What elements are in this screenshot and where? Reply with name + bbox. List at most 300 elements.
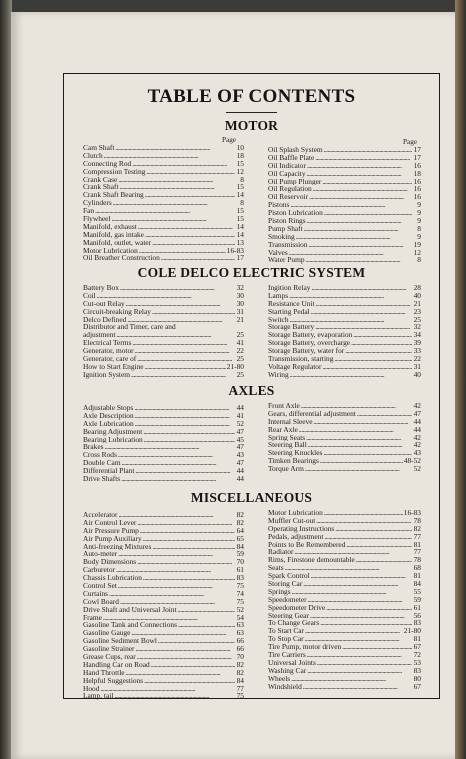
toc-entry: [268, 643, 421, 651]
toc-entry-label: Carburetor: [83, 566, 116, 575]
toc-entry-page: 33: [413, 347, 421, 356]
toc-entry-label: Oil Splash System: [268, 146, 323, 154]
toc-entry: [83, 223, 244, 231]
toc-entry: [83, 677, 244, 685]
toc-entry-label: Drive Shafts: [83, 475, 121, 483]
toc-entry-page: 18: [413, 169, 421, 178]
toc-entry: [83, 443, 244, 451]
toc-entry-label: Double Cam: [83, 459, 121, 468]
leader-dots: [177, 323, 235, 331]
toc-entry: [83, 527, 244, 535]
toc-entry-label: Timken Bearings: [268, 457, 319, 466]
leader-dots: [143, 535, 235, 543]
toc-entry-label: Cut-out Relay: [83, 299, 125, 308]
toc-entry-page: 54: [236, 613, 244, 622]
leader-dots: [320, 457, 403, 465]
toc-entry-label: Piston Lubrication: [268, 209, 323, 218]
toc-entry-label: Chassis Lubrication: [83, 574, 142, 583]
toc-entry: [83, 535, 244, 543]
toc-entry-label: Voltage Regulator: [268, 362, 322, 371]
toc-entry-label: Windshield: [268, 682, 302, 691]
toc-entry-page: 40: [413, 291, 421, 300]
toc-entry-label: Ingition Relay: [268, 284, 311, 292]
toc-entry-label: Rear Axle: [268, 425, 298, 434]
section-heading-miscellaneous: MISCELLANEOUS: [190, 490, 313, 505]
toc-entry-page: 16: [413, 185, 421, 194]
leader-dots: [303, 580, 412, 588]
leader-dots: [135, 412, 235, 420]
leader-dots: [305, 635, 412, 643]
leader-dots: [304, 225, 412, 233]
misc-right-column: [268, 509, 421, 690]
axles-right-column: [268, 402, 421, 473]
toc-entry-page: 52: [236, 419, 244, 428]
toc-entry-label: To Start Car: [268, 627, 305, 636]
toc-entry: [83, 363, 244, 371]
toc-entry: [268, 402, 421, 410]
toc-entry-label: Circuit-breaking Relay: [83, 307, 151, 316]
toc-entry-page: 81: [413, 572, 421, 581]
toc-entry: [83, 511, 244, 519]
toc-entry: [268, 308, 421, 316]
toc-entry-label: Cross Rods: [83, 451, 117, 460]
toc-entry-label: Oil Indicator: [268, 161, 306, 170]
toc-entry: [268, 284, 421, 292]
leader-dots: [309, 193, 412, 201]
toc-entry-label: Crank Shaft: [83, 183, 119, 192]
toc-entry: [268, 556, 421, 564]
toc-entry-page: 75: [236, 582, 244, 590]
toc-entry-page: 28: [413, 284, 421, 292]
toc-entry: [83, 692, 244, 700]
toc-entry-label: Steering Ball: [268, 441, 307, 450]
toc-entry-label: Oil Regulation: [268, 185, 312, 194]
toc-entry: [83, 459, 244, 467]
toc-entry: [83, 606, 244, 614]
leader-dots: [313, 185, 412, 193]
toc-entry-label: Transmission: [268, 240, 308, 249]
toc-entry: [83, 191, 244, 199]
leader-dots: [120, 183, 235, 191]
toc-entry-page: 44: [236, 475, 244, 483]
toc-entry-page: 84: [413, 580, 421, 588]
leader-dots: [145, 231, 235, 239]
toc-entry: [268, 162, 421, 170]
leader-dots: [116, 331, 235, 339]
leader-dots: [307, 651, 412, 659]
leader-dots: [309, 241, 412, 249]
toc-entry-label: Flywheel: [83, 215, 111, 223]
toc-entry-page: 12: [236, 167, 244, 176]
toc-entry-page: 83: [413, 666, 421, 675]
toc-entry-page: 82: [236, 511, 244, 519]
toc-entry: [83, 347, 244, 355]
toc-entry-label: Compression Testing: [83, 167, 146, 176]
toc-entry-label: Generator, motor: [83, 347, 134, 356]
toc-entry-label: Gasoline Gauge: [83, 629, 131, 638]
toc-entry: [83, 614, 244, 622]
toc-entry: [83, 558, 244, 566]
leader-dots: [314, 418, 412, 426]
leader-dots: [118, 511, 235, 519]
leader-dots: [306, 434, 412, 442]
leader-dots: [299, 426, 412, 434]
toc-entry-label: Differential Plant: [83, 467, 135, 476]
leader-dots: [290, 201, 412, 209]
toc-entry-page: 15: [236, 207, 244, 216]
leader-dots: [357, 410, 412, 418]
toc-entry: [83, 550, 244, 558]
leader-dots: [161, 254, 235, 262]
toc-entry-label: Lamps: [268, 291, 289, 300]
toc-entry: [268, 193, 421, 201]
leader-dots: [353, 331, 412, 339]
toc-entry: [268, 170, 421, 178]
leader-dots: [152, 308, 235, 316]
toc-entry-page: 43: [236, 451, 244, 460]
leader-dots: [307, 162, 412, 170]
toc-entry: [268, 596, 421, 604]
toc-entry: [268, 612, 421, 620]
leader-dots: [303, 683, 412, 691]
toc-entry: [83, 183, 244, 191]
toc-entry-label: Drive Shaft and Universal Joint: [83, 605, 177, 614]
toc-entry: [268, 371, 421, 379]
toc-entry-label: Wheels: [268, 674, 291, 683]
section-heading-electric: COLE DELCO ELECTRIC SYSTEM: [137, 265, 366, 280]
toc-entry-label: Distributor and Timer, care and: [83, 323, 176, 332]
leader-dots: [315, 323, 412, 331]
toc-entry-page: 40: [413, 370, 421, 379]
toc-entry-label: Storage Battery: [268, 323, 315, 332]
toc-entry-page: 16-83: [226, 246, 244, 255]
toc-entry: [83, 566, 244, 574]
toc-entry-label: Battery Box: [83, 284, 119, 292]
toc-entry-page: 21-80: [403, 627, 421, 636]
leader-dots: [143, 428, 235, 436]
toc-entry: [268, 635, 421, 643]
toc-entry-page: 30: [236, 291, 244, 300]
leader-dots: [105, 443, 235, 451]
leader-dots: [323, 449, 412, 457]
toc-entry: [268, 675, 421, 683]
leader-dots: [289, 249, 412, 257]
leader-dots: [324, 209, 412, 217]
toc-entry-label: Gasoline Sediment Bowl: [83, 637, 157, 646]
toc-entry-label: Air Pump Auxiliary: [83, 534, 142, 543]
toc-entry: [268, 457, 421, 465]
toc-entry: [268, 580, 421, 588]
toc-entry-page: 45: [236, 435, 244, 444]
toc-entry-label: Storage Battery, evaporation: [268, 331, 353, 340]
toc-entry-page: 75: [236, 692, 244, 701]
toc-entry-page: 16: [413, 193, 421, 202]
leader-dots: [334, 355, 412, 363]
toc-entry-page: 25: [236, 355, 244, 363]
leader-dots: [335, 525, 412, 533]
toc-entry-page: 8: [240, 175, 244, 184]
toc-entry: [83, 239, 244, 247]
toc-entry-page: 21: [413, 299, 421, 308]
leader-dots: [316, 300, 412, 308]
toc-entry-page: 8: [417, 224, 421, 233]
toc-entry-label: Lamp, tail: [83, 692, 114, 701]
toc-entry: [268, 572, 421, 580]
toc-entry-page: 82: [413, 524, 421, 533]
toc-entry-label: Motor Lubrication: [83, 246, 138, 255]
toc-entry-label: Radiator: [268, 548, 294, 557]
toc-entry-page: 42: [413, 433, 421, 442]
toc-entry-label: Oil Capacity: [268, 169, 306, 178]
toc-entry-page: 44: [413, 417, 421, 426]
toc-entry-page: 44: [413, 425, 421, 434]
misc-left-column: [83, 511, 244, 700]
toc-entry: [268, 217, 421, 225]
page-column-label-left: Page: [222, 136, 236, 144]
toc-entry: [83, 629, 244, 637]
toc-entry-page: 34: [413, 331, 421, 340]
toc-entry: [268, 185, 421, 193]
toc-entry-label: Brakes: [83, 443, 104, 452]
toc-entry: [268, 292, 421, 300]
toc-entry-page: 22: [236, 347, 244, 356]
toc-entry-label: Speedometer: [268, 595, 307, 604]
toc-entry-page: 81: [413, 540, 421, 549]
toc-entry-page: 9: [417, 209, 421, 218]
toc-entry-label: Axle Description: [83, 411, 134, 420]
toc-entry-label: Switch: [268, 315, 289, 324]
toc-entry-label: Internal Sleeve: [268, 417, 313, 426]
leader-dots: [308, 441, 412, 449]
toc-entry-page: 82: [236, 668, 244, 677]
leader-dots: [342, 643, 412, 651]
toc-entry: [83, 160, 244, 168]
toc-entry-label: To Stop Car: [268, 635, 304, 644]
toc-entry: [83, 582, 244, 590]
toc-entry-page: 9: [417, 232, 421, 241]
leader-dots: [151, 661, 235, 669]
toc-entry-page: 10: [236, 144, 244, 152]
toc-entry-label: Cowl Board: [83, 597, 119, 606]
toc-entry: [268, 604, 421, 612]
toc-entry: [268, 564, 421, 572]
toc-entry-page: 32: [413, 323, 421, 332]
toc-entry-page: 31: [413, 362, 421, 371]
leader-dots: [139, 247, 226, 255]
toc-entry-page: 17: [413, 153, 421, 162]
toc-entry: [83, 645, 244, 653]
toc-entry: [83, 176, 244, 184]
leader-dots: [115, 144, 235, 152]
toc-entry-label: To Change Gears: [268, 619, 320, 628]
leader-dots: [289, 292, 412, 300]
motor-right-column: [268, 146, 421, 264]
leader-dots: [113, 199, 235, 207]
toc-entry-label: Generator, care of: [83, 355, 137, 363]
toc-entry-page: 55: [413, 587, 421, 596]
leader-dots: [292, 588, 412, 596]
leader-dots: [310, 612, 412, 620]
leader-dots: [311, 572, 412, 580]
toc-entry: [83, 207, 244, 215]
leader-dots: [152, 543, 235, 551]
toc-entry: [268, 541, 421, 549]
leader-dots: [109, 590, 235, 598]
section-heading-axles: AXLES: [228, 383, 275, 398]
leader-dots: [120, 598, 235, 606]
leader-dots: [322, 363, 412, 371]
toc-entry: [83, 661, 244, 669]
toc-entry-page: 61: [236, 566, 244, 575]
toc-entry-page: 15: [236, 215, 244, 223]
toc-entry: [83, 300, 244, 308]
toc-entry-page: 17: [413, 146, 421, 154]
toc-entry-page: 44: [236, 467, 244, 476]
toc-entry-page: 47: [413, 409, 421, 418]
leader-dots: [345, 347, 412, 355]
toc-entry-page: 67: [413, 643, 421, 652]
toc-entry: [83, 331, 244, 339]
leader-dots: [112, 215, 235, 223]
toc-entry: [268, 300, 421, 308]
toc-entry-label: Axle Lubrication: [83, 419, 134, 428]
toc-entry: [83, 144, 244, 152]
toc-entry-page: 84: [236, 676, 244, 685]
page-column-label-right: Page: [403, 138, 417, 146]
toc-entry-page: 74: [236, 589, 244, 598]
toc-entry: [83, 475, 244, 483]
toc-entry-page: 52: [413, 465, 421, 474]
leader-dots: [138, 223, 235, 231]
leader-dots: [291, 675, 412, 683]
toc-entry-page: 25: [236, 370, 244, 379]
toc-entry-page: 22: [413, 355, 421, 363]
leader-dots: [305, 465, 412, 473]
toc-entry-page: 77: [413, 548, 421, 557]
toc-entry: [83, 254, 244, 262]
toc-entry: [268, 441, 421, 449]
electric-left-column: [83, 284, 244, 379]
leader-dots: [95, 207, 235, 215]
toc-entry-label: Storing Car: [268, 580, 303, 588]
toc-entry: [83, 669, 244, 677]
toc-entry: [268, 533, 421, 541]
toc-entry-label: Adjustable Stops: [83, 404, 134, 412]
leader-dots: [131, 629, 235, 637]
leader-dots: [290, 371, 412, 379]
toc-entry-label: Piston Rings: [268, 217, 306, 225]
leader-dots: [178, 621, 235, 629]
leader-dots: [316, 517, 412, 525]
toc-entry: [268, 347, 421, 355]
toc-entry-label: Rims, Firestone demountable: [268, 556, 355, 565]
toc-entry: [83, 292, 244, 300]
toc-entry-label: Coil: [83, 291, 96, 300]
toc-entry-label: Pump Shaft: [268, 224, 303, 233]
toc-entry-page: 75: [236, 597, 244, 606]
toc-entry-label: Bearing Lubrication: [83, 435, 143, 444]
toc-entry: [268, 667, 421, 675]
toc-entry-label: Universal Joints: [268, 658, 316, 667]
leader-dots: [100, 685, 235, 693]
toc-entry: [268, 517, 421, 525]
toc-entry: [268, 146, 421, 154]
toc-entry: [83, 371, 244, 379]
toc-entry-page: 53: [413, 658, 421, 667]
electric-right-column: [268, 284, 421, 379]
toc-entry-page: 25: [413, 315, 421, 324]
leader-dots: [307, 217, 412, 225]
toc-entry: [268, 434, 421, 442]
toc-entry-label: Muffler Cut-out: [268, 516, 316, 525]
leader-dots: [320, 619, 412, 627]
toc-entry-label: Oil Pump Plunger: [268, 177, 322, 186]
toc-entry-page: 17: [236, 254, 244, 263]
toc-entry-page: 23: [413, 307, 421, 316]
toc-entry-page: 15: [236, 183, 244, 192]
toc-entry: [268, 465, 421, 473]
toc-entry: [83, 598, 244, 606]
leader-dots: [296, 233, 412, 241]
toc-entry-page: 63: [236, 621, 244, 630]
leader-dots: [315, 154, 412, 162]
leader-dots: [97, 292, 235, 300]
toc-entry-label: Manifold, outlet, water: [83, 238, 152, 247]
leader-dots: [126, 669, 235, 677]
toc-entry: [268, 331, 421, 339]
toc-entry: [268, 418, 421, 426]
toc-entry-page: 80: [413, 674, 421, 683]
toc-entry-label: Storage Battery, overcharge: [268, 339, 351, 348]
leader-dots: [346, 541, 412, 549]
toc-entry-label: Wiring: [268, 370, 289, 379]
toc-entry-page: 16: [413, 161, 421, 170]
toc-entry-label: Seats: [268, 564, 284, 573]
leader-dots: [158, 637, 235, 645]
leader-dots: [307, 667, 412, 675]
axles-left-column: [83, 404, 244, 483]
toc-entry-page: 15: [236, 159, 244, 168]
toc-entry-label: Accelerator: [83, 511, 118, 519]
toc-entry-page: 70: [236, 558, 244, 567]
toc-entry-page: 82: [236, 660, 244, 669]
toc-entry: [268, 249, 421, 257]
leader-dots: [290, 316, 412, 324]
toc-entry: [268, 509, 421, 517]
leader-dots: [311, 308, 412, 316]
leader-dots: [135, 420, 235, 428]
leader-dots: [312, 284, 413, 292]
toc-entry-label: Washing Car: [268, 666, 307, 675]
toc-entry-page: 14: [236, 230, 244, 239]
leader-dots: [122, 459, 235, 467]
leader-dots: [145, 363, 226, 371]
toc-entry: [83, 308, 244, 316]
toc-entry-label: Hand Throttle: [83, 668, 125, 677]
leader-dots: [144, 677, 235, 685]
leader-dots: [114, 692, 235, 700]
toc-entry: [83, 412, 244, 420]
toc-entry-label: Spark Control: [268, 572, 310, 581]
toc-entry-page: 63: [236, 629, 244, 638]
toc-entry: [83, 284, 244, 292]
toc-entry-label: Air Control Lever: [83, 518, 137, 527]
toc-entry-page: 83: [236, 574, 244, 583]
toc-entry-page: 67: [413, 682, 421, 691]
toc-entry-label: Electrical Terms: [83, 339, 132, 348]
toc-entry-page: 8: [240, 199, 244, 208]
toc-entry-label: Cam Shaft: [83, 144, 115, 152]
